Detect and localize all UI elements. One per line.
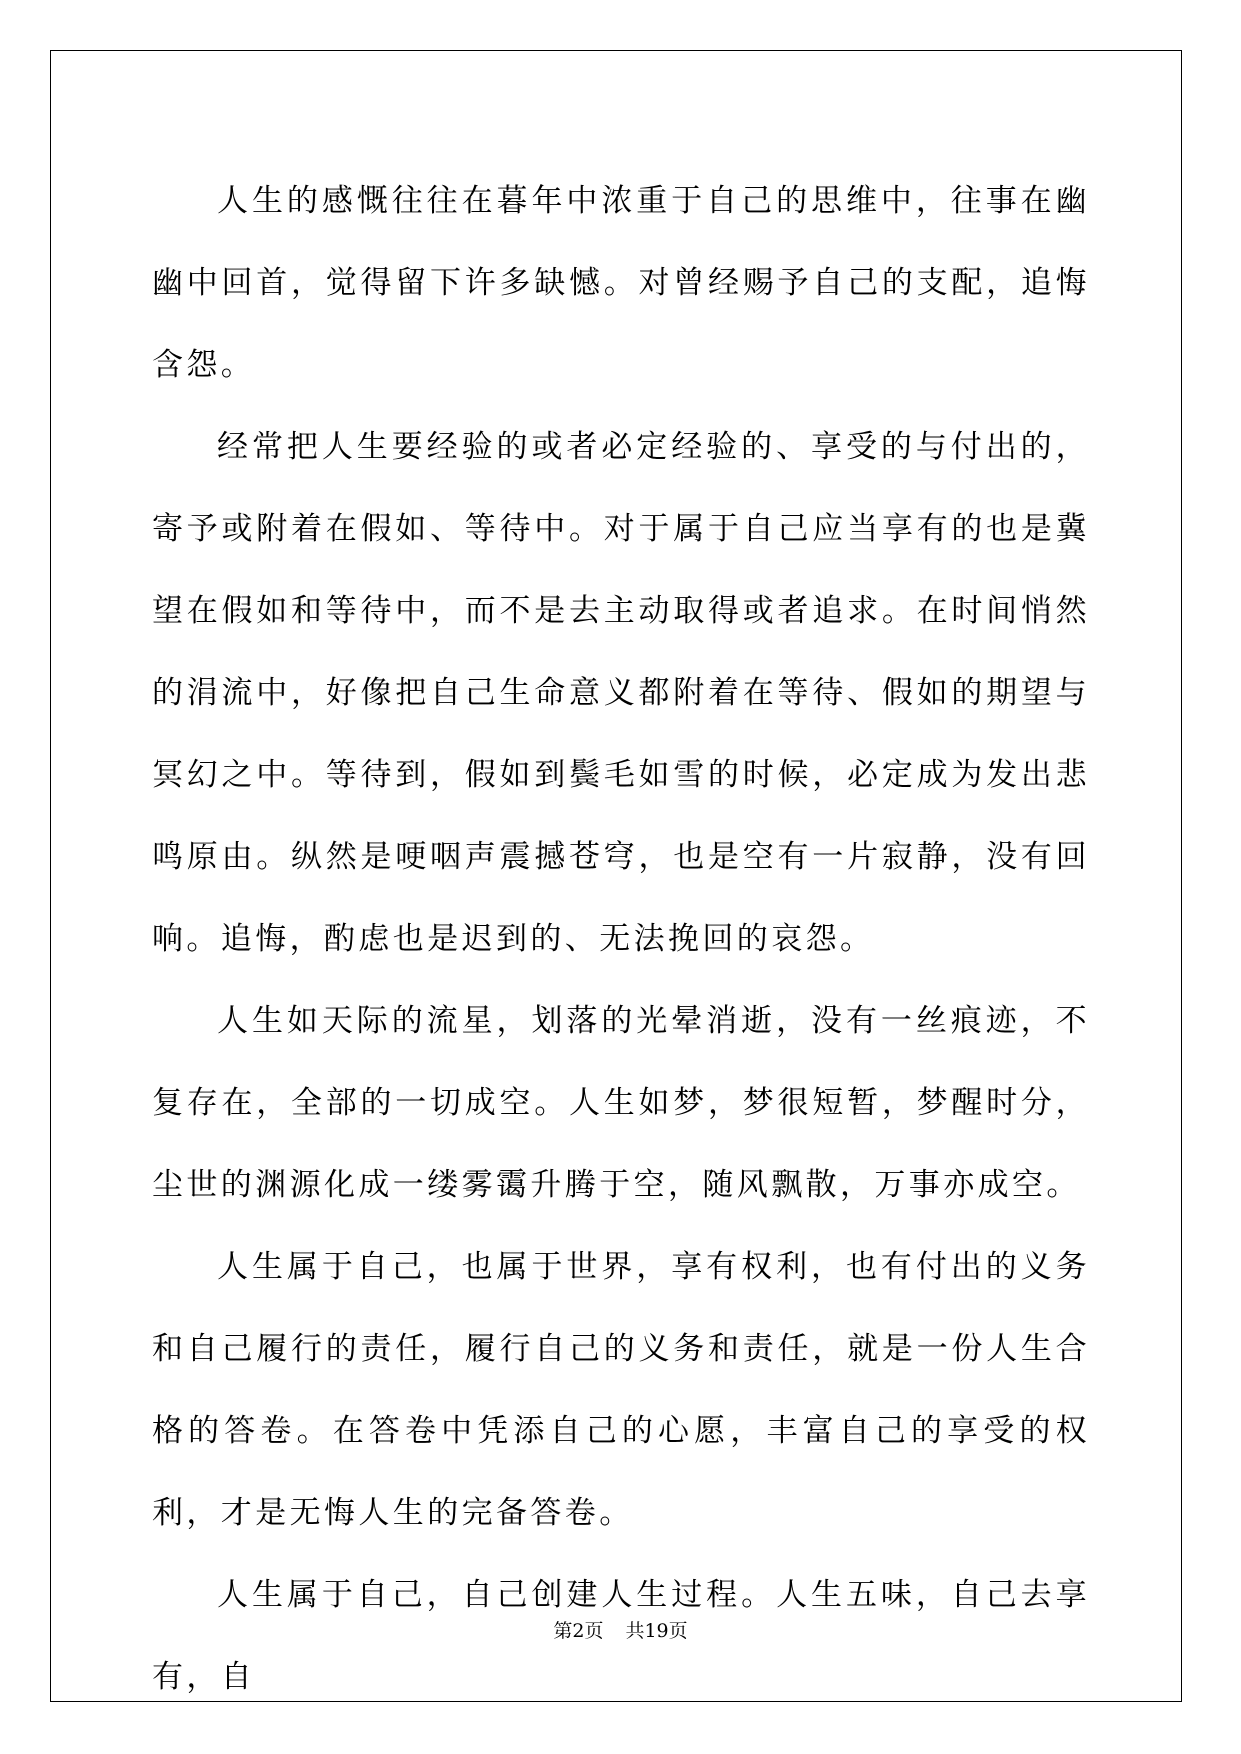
paragraph-3: 人生如天际的流星，划落的光晕消逝，没有一丝痕迹，不复存在，全部的一切成空。人生如梦，梦很短暂，梦醒时分，尘世的渊源化成一缕雾霭升腾于空，随风飘散，万事亦成空。: [152, 1003, 1090, 1203]
document-body: [152, 160, 1090, 1718]
paragraph-1: 人生的感慨往往在暮年中浓重于自己的思维中，往事在幽幽中回首，觉得留下许多缺憾。对曾经赐予自己的支配，追悔含怨。: [152, 183, 1090, 383]
page-footer: [0, 1616, 1241, 1643]
paragraph-4: 人生属于自己，也属于世界，享有权利，也有付出的义务和自己履行的责任，履行自己的义务和责任，就是一份人生合格的答卷。在答卷中凭添自己的心愿，丰富自己的享受的权利，才是无悔人生的完备答卷。: [152, 1249, 1090, 1531]
paragraph-5: 人生属于自己，自己创建人生过程。人生五味，自己去享有，自: [152, 1577, 1090, 1695]
total-pages: 共19页: [625, 1620, 688, 1642]
paragraph-2: 经常把人生要经验的或者必定经验的、享受的与付出的，寄予或附着在假如、等待中。对于属于自己应当享有的也是冀望在假如和等待中，而不是去主动取得或者追求。在时间悄然的涓流中，好像把自己生命意义都附着在等待、假如的期望与冥幻之中。等待到，假如到鬓毛如雪的时候，必定成为发出悲鸣原由。纵然是哽咽声震撼苍穹，也是空有一片寂静，没有回响。追悔，酌虑也是迟到的、无法挽回的哀怨。: [152, 429, 1090, 957]
page-number: 第2页: [553, 1620, 604, 1642]
